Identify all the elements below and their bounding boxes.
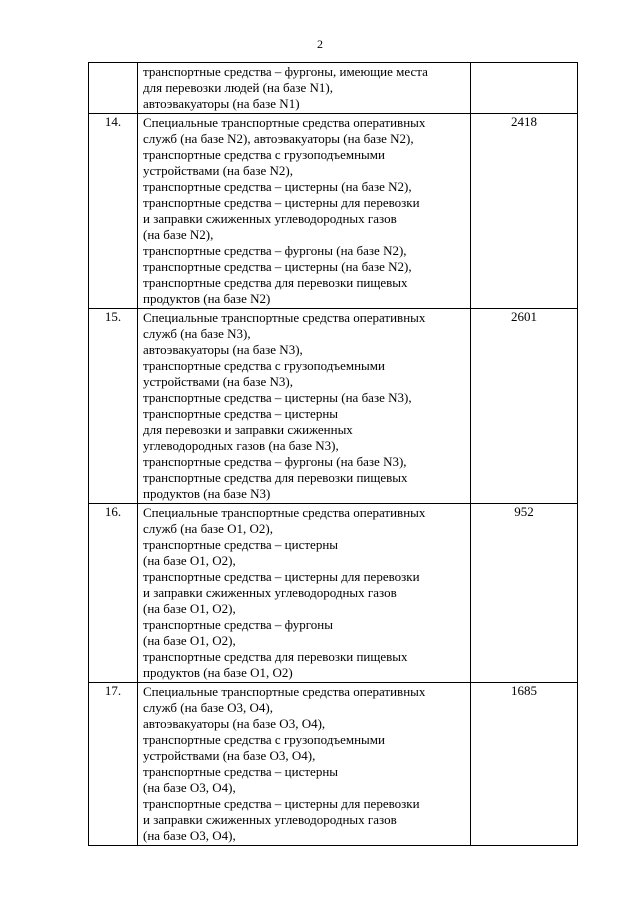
description-cell — [138, 504, 471, 683]
description-cell — [138, 114, 471, 309]
description-line: устройствами (на базе N3), — [143, 374, 294, 389]
value-cell: 1685 — [471, 683, 578, 846]
row-number-cell — [89, 63, 138, 114]
description-line: служб (на базе O3, O4), — [143, 700, 273, 715]
description-line: Специальные транспортные средства оперативных — [143, 505, 426, 520]
description-line: (на базе O3, O4), — [143, 828, 236, 843]
description-line: автоэвакуаторы (на базе O3, O4), — [143, 716, 326, 731]
description-line: служб (на базе N3), — [143, 326, 251, 341]
description-cell — [138, 63, 471, 114]
vehicle-category-table — [88, 62, 578, 846]
description-line: продуктов (на базе N3) — [143, 486, 271, 501]
description-line: транспортные средства – фургоны — [143, 617, 333, 632]
row-number-cell: 16. — [89, 504, 138, 683]
description-cell — [138, 683, 471, 846]
description-line: транспортные средства для перевозки пищевых — [143, 470, 408, 485]
description-line: транспортные средства с грузоподъемными — [143, 147, 385, 162]
row-number-cell: 15. — [89, 309, 138, 504]
description-line: транспортные средства – цистерны — [143, 764, 339, 779]
description-line: Специальные транспортные средства оперативных — [143, 115, 426, 130]
description-line: транспортные средства – цистерны (на базе N2), — [143, 259, 412, 274]
description-line: (на базе O1, O2), — [143, 633, 236, 648]
description-line: транспортные средства – фургоны, имеющие места — [143, 64, 428, 79]
description-line: транспортные средства – цистерны для перевозки — [143, 796, 420, 811]
description-line: устройствами (на базе O3, O4), — [143, 748, 316, 763]
table-row — [89, 309, 578, 504]
table-row — [89, 63, 578, 114]
value-cell: 2601 — [471, 309, 578, 504]
row-number-cell: 14. — [89, 114, 138, 309]
description-line: транспортные средства с грузоподъемными — [143, 732, 385, 747]
description-line: служб (на базе N2), автоэвакуаторы (на базе N2), — [143, 131, 414, 146]
description-line: транспортные средства – цистерны для перевозки — [143, 195, 420, 210]
description-line: транспортные средства для перевозки пищевых — [143, 275, 408, 290]
description-line: Специальные транспортные средства оперативных — [143, 684, 426, 699]
description-line: автоэвакуаторы (на базе N3), — [143, 342, 303, 357]
description-line: транспортные средства – цистерны (на базе N2), — [143, 179, 412, 194]
description-line: транспортные средства с грузоподъемными — [143, 358, 385, 373]
description-line: автоэвакуаторы (на базе N1) — [143, 96, 300, 111]
description-line: транспортные средства – цистерны — [143, 537, 339, 552]
description-line: углеводородных газов (на базе N3), — [143, 438, 339, 453]
description-line: продуктов (на базе O1, O2) — [143, 665, 293, 680]
description-cell — [138, 309, 471, 504]
row-number-cell: 17. — [89, 683, 138, 846]
description-line: служб (на базе O1, O2), — [143, 521, 273, 536]
description-line: (на базе O3, O4), — [143, 780, 236, 795]
value-cell — [471, 63, 578, 114]
description-line: и заправки сжиженных углеводородных газов — [143, 211, 397, 226]
description-line: для перевозки людей (на базе N1), — [143, 80, 333, 95]
page-number: 2 — [317, 37, 323, 51]
table-row — [89, 114, 578, 309]
description-line: транспортные средства – фургоны (на базе N3), — [143, 454, 407, 469]
description-line: и заправки сжиженных углеводородных газов — [143, 585, 397, 600]
description-line: транспортные средства – фургоны (на базе N2), — [143, 243, 407, 258]
description-line: (на базе O1, O2), — [143, 553, 236, 568]
table-row — [89, 683, 578, 846]
description-line: устройствами (на базе N2), — [143, 163, 294, 178]
description-line: транспортные средства – цистерны — [143, 406, 339, 421]
table-row — [89, 504, 578, 683]
value-cell: 2418 — [471, 114, 578, 309]
description-line: для перевозки и заправки сжиженных — [143, 422, 353, 437]
description-line: транспортные средства – цистерны (на базе N3), — [143, 390, 412, 405]
description-line: транспортные средства для перевозки пищевых — [143, 649, 408, 664]
description-line: Специальные транспортные средства оперативных — [143, 310, 426, 325]
description-line: продуктов (на базе N2) — [143, 291, 271, 306]
description-line: (на базе O1, O2), — [143, 601, 236, 616]
value-cell: 952 — [471, 504, 578, 683]
description-line: (на базе N2), — [143, 227, 214, 242]
description-line: транспортные средства – цистерны для перевозки — [143, 569, 420, 584]
table-body — [89, 63, 578, 846]
description-line: и заправки сжиженных углеводородных газов — [143, 812, 397, 827]
